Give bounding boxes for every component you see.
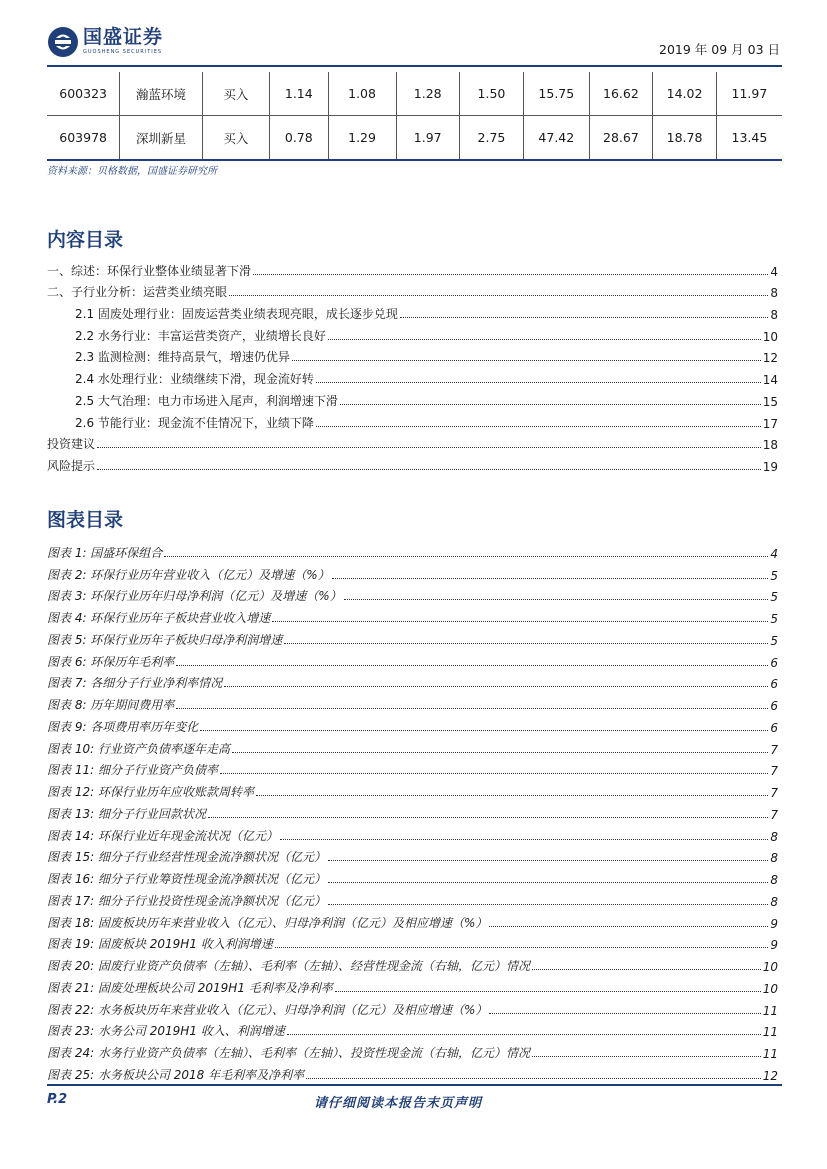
- brand-name-en: GUOSHENG SECURITIES: [83, 49, 163, 55]
- toc-leader: [287, 1034, 761, 1035]
- toc-leader: [208, 817, 768, 818]
- toc-leader: [292, 360, 761, 361]
- figure-item-page: 11: [762, 1047, 778, 1061]
- page-header: [47, 22, 782, 66]
- toc-leader: [344, 599, 769, 600]
- figure-item[interactable]: [47, 931, 778, 953]
- toc-leader: [328, 860, 768, 861]
- toc-item[interactable]: [47, 322, 778, 344]
- figure-item[interactable]: [47, 844, 778, 866]
- toc-item[interactable]: [47, 452, 778, 474]
- figure-item[interactable]: [47, 735, 778, 757]
- figure-item-label: 图表 24: 水务行业资产负债率（左轴）、毛利率（左轴）、投资性现金流（右轴，亿元）情况: [47, 1046, 530, 1060]
- figure-item-page: 5: [770, 633, 778, 648]
- toc-item[interactable]: [47, 279, 778, 301]
- footer-divider: [47, 1084, 782, 1086]
- eps-value: 1.28: [396, 72, 459, 116]
- toc-leader: [328, 339, 761, 340]
- brand-name: 国盛证券: [83, 26, 164, 48]
- toc-leader: [316, 382, 761, 383]
- toc-leader: [306, 1078, 761, 1079]
- toc-leader: [532, 1056, 761, 1057]
- figure-item[interactable]: [47, 648, 778, 670]
- toc-leader: [328, 882, 768, 883]
- figure-item[interactable]: [47, 996, 778, 1018]
- figure-item-page: 4: [770, 546, 778, 561]
- toc-item[interactable]: [47, 257, 778, 279]
- disclaimer-note: 请仔细阅读本报告末页声明: [314, 1096, 483, 1111]
- figure-item-page: 5: [770, 612, 778, 626]
- figure-item-page: 10: [762, 960, 778, 974]
- figure-item[interactable]: [47, 974, 778, 996]
- figure-item[interactable]: [47, 952, 778, 974]
- toc-item-page: 18: [762, 438, 778, 453]
- pe-value: 14.02: [653, 72, 717, 116]
- stock-rating: 买入: [202, 116, 269, 161]
- toc-leader: [489, 1013, 760, 1014]
- figure-item-page: 9: [770, 916, 778, 931]
- toc-item-page: 4: [770, 264, 778, 279]
- figure-item[interactable]: [47, 1018, 778, 1040]
- figure-item-label: 图表 7: 各细分子行业净利率情况: [47, 676, 223, 691]
- figure-item-label: 图表 21: 固废处理板块公司 2019H1 毛利率及净利率: [47, 980, 333, 995]
- toc-leader: [176, 708, 768, 709]
- toc-item[interactable]: [47, 300, 778, 322]
- eps-value: 1.08: [328, 72, 396, 116]
- figure-item[interactable]: [47, 778, 778, 800]
- figure-item-label: 图表 10: 行业资产负债率逐年走高: [47, 741, 230, 756]
- table-row: [47, 116, 782, 161]
- toc-item[interactable]: [47, 431, 778, 453]
- toc-item-label: 2.6 节能行业：现金流不佳情况下，业绩下降: [75, 415, 314, 430]
- toc-item[interactable]: [47, 365, 778, 387]
- toc-leader: [280, 839, 768, 840]
- figure-item[interactable]: [47, 713, 778, 735]
- figure-item[interactable]: [47, 691, 778, 713]
- report-date: 2019 年 09 月 03 日: [659, 42, 780, 57]
- stock-code: 603978: [47, 116, 120, 161]
- toc-item-label: 一、综述：环保行业整体业绩显著下滑: [47, 263, 252, 278]
- toc-leader: [232, 752, 768, 753]
- figure-item-page: 9: [770, 938, 778, 953]
- figure-item[interactable]: [47, 822, 778, 844]
- toc-leader: [400, 317, 768, 318]
- figure-item-page: 8: [770, 851, 778, 866]
- figure-item-label: 图表 12: 环保行业历年应收账款周转率: [47, 785, 254, 799]
- toc-leader: [253, 274, 768, 275]
- table-source-note: 资料来源：贝格数据，国盛证券研究所: [47, 166, 217, 177]
- figure-item-page: 6: [770, 720, 778, 735]
- toc-item-label: 2.3 监测检测：维持高景气，增速仍优异: [75, 350, 290, 365]
- figure-item[interactable]: [47, 1061, 778, 1083]
- figure-item[interactable]: [47, 1039, 778, 1061]
- header-divider: [47, 65, 782, 67]
- figure-item[interactable]: [47, 800, 778, 822]
- toc-item-page: 8: [770, 286, 778, 301]
- pe-value: 18.78: [653, 116, 717, 161]
- toc-item-label: 2.5 大气治理：电力市场进入尾声，利润增速下滑: [75, 393, 338, 408]
- toc-item-label: 2.1 固废处理行业：固废运营类业绩表现亮眼，成长逐步兑现: [75, 307, 398, 322]
- stock-table: [47, 72, 782, 161]
- pe-value: 15.75: [524, 72, 590, 116]
- figure-item-label: 图表 25: 水务板块公司 2018 年毛利率及净利率: [47, 1067, 305, 1082]
- toc-leader: [256, 795, 768, 796]
- toc-item[interactable]: [47, 344, 778, 366]
- figure-item-page: 7: [770, 807, 778, 822]
- toc-leader: [340, 404, 761, 405]
- guosheng-logo-icon: [47, 26, 79, 58]
- eps-value: 0.78: [270, 116, 329, 161]
- figure-item[interactable]: [47, 583, 778, 605]
- stock-name: 瀚蓝环境: [120, 72, 203, 116]
- figure-item-label: 图表 18: 固废板块历年来营业收入（亿元）、归母净利润（亿元）及相应增速（%）: [47, 915, 488, 930]
- figure-item-label: 图表 15: 细分子行业经营性现金流净额状况（亿元）: [47, 850, 326, 865]
- figure-item-page: 5: [770, 590, 778, 605]
- table-row: [47, 72, 782, 116]
- eps-value: 1.29: [328, 116, 396, 161]
- eps-value: 1.97: [396, 116, 459, 161]
- figure-item-label: 图表 9: 各项费用率历年变化: [47, 719, 199, 734]
- figure-item-page: 8: [770, 873, 778, 887]
- toc-leader: [532, 969, 761, 970]
- figure-item-label: 图表 1: 国盛环保组合: [47, 545, 163, 560]
- eps-value: 2.75: [459, 116, 523, 161]
- figure-item-label: 图表 4: 环保行业历年子板块营业收入增速: [47, 611, 271, 625]
- toc-leader: [220, 773, 768, 774]
- contents-list: [47, 257, 778, 474]
- toc-item-page: 12: [762, 351, 778, 366]
- toc-item-page: 10: [762, 329, 778, 344]
- figure-item-label: 图表 17: 细分子行业投资性现金流净额状况（亿元）: [47, 893, 326, 908]
- eps-value: 1.14: [270, 72, 329, 116]
- figure-item-label: 图表 6: 环保历年毛利率: [47, 654, 175, 669]
- toc-leader: [224, 686, 768, 687]
- toc-leader: [164, 556, 768, 557]
- figure-item-page: 6: [770, 655, 778, 670]
- figure-item-label: 图表 8: 历年期间费用率: [47, 698, 175, 712]
- toc-item[interactable]: [47, 387, 778, 409]
- toc-item-label: 二、子行业分析：运营类业绩亮眼: [47, 285, 228, 300]
- stock-code: 600323: [47, 72, 120, 116]
- figure-item[interactable]: [47, 887, 778, 909]
- toc-leader: [272, 621, 768, 622]
- figure-item[interactable]: [47, 539, 778, 561]
- toc-leader: [176, 665, 768, 666]
- toc-leader: [229, 295, 768, 296]
- toc-leader: [316, 426, 761, 427]
- figure-item-label: 图表 2: 环保行业历年营业收入（亿元）及增速（%）: [47, 567, 330, 582]
- figures-list: [47, 539, 778, 1083]
- figure-item[interactable]: [47, 670, 778, 692]
- toc-item-page: 15: [762, 394, 778, 409]
- toc-item-label: 2.4 水处理行业：业绩继续下滑，现金流好转: [75, 372, 314, 387]
- toc-item-label: 2.2 水务行业：丰富运营类资产，业绩增长良好: [75, 328, 326, 343]
- toc-leader: [200, 730, 768, 731]
- toc-leader: [97, 447, 761, 448]
- figure-item-label: 图表 3: 环保行业历年归母净利润（亿元）及增速（%）: [47, 589, 342, 604]
- figures-title: 图表目录: [47, 509, 124, 531]
- figure-item-label: 图表 11: 细分子行业资产负债率: [47, 763, 218, 778]
- figure-item-page: 6: [770, 699, 778, 713]
- figure-item-label: 图表 23: 水务公司 2019H1 收入、利润增速: [47, 1024, 285, 1039]
- figure-item-label: 图表 14: 环保行业近年现金流状况（亿元）: [47, 828, 278, 843]
- figure-item-page: 11: [762, 1003, 778, 1018]
- stock-name: 深圳新星: [120, 116, 203, 161]
- figure-item-page: 8: [770, 894, 778, 909]
- toc-leader: [284, 643, 768, 644]
- eps-value: 1.50: [459, 72, 523, 116]
- figure-item-page: 6: [770, 677, 778, 692]
- figure-item-page: 5: [770, 568, 778, 583]
- figure-item-page: 7: [770, 764, 778, 779]
- toc-item-label: 投资建议: [47, 437, 96, 452]
- pe-value: 28.67: [589, 116, 653, 161]
- figure-item[interactable]: [47, 604, 778, 626]
- figure-item-page: 7: [770, 742, 778, 757]
- figure-item-label: 图表 16: 细分子行业筹资性现金流净额状况（亿元）: [47, 872, 326, 886]
- toc-leader: [275, 947, 769, 948]
- pe-value: 11.97: [731, 86, 768, 101]
- figure-item-page: 11: [762, 1025, 778, 1040]
- figure-item-page: 10: [762, 981, 778, 996]
- figure-item[interactable]: [47, 865, 778, 887]
- figure-item[interactable]: [47, 909, 778, 931]
- stock-rating: 买入: [202, 72, 269, 116]
- contents-title: 内容目录: [47, 229, 124, 251]
- toc-leader: [97, 469, 761, 470]
- figure-item-page: 7: [770, 786, 778, 800]
- toc-leader: [335, 991, 761, 992]
- pe-value: 16.62: [589, 72, 653, 116]
- pe-value: 13.45: [731, 130, 768, 145]
- figure-item-page: 12: [762, 1068, 778, 1083]
- toc-item-label: 风险提示: [47, 458, 96, 473]
- toc-item-page: 19: [762, 459, 778, 474]
- figure-item-label: 图表 13: 细分子行业回款状况: [47, 806, 206, 821]
- page-number: P.2: [47, 1092, 68, 1107]
- toc-leader: [489, 926, 768, 927]
- pe-value: 47.42: [524, 116, 590, 161]
- figure-item-page: 8: [770, 829, 778, 844]
- toc-item-page: 14: [762, 373, 778, 388]
- figure-item[interactable]: [47, 561, 778, 583]
- toc-leader: [328, 904, 768, 905]
- toc-item[interactable]: [47, 409, 778, 431]
- figure-item-label: 图表 19: 固废板块 2019H1 收入利润增速: [47, 937, 273, 952]
- toc-leader: [332, 578, 769, 579]
- toc-item-page: 17: [762, 416, 778, 431]
- figure-item-label: 图表 20: 固废行业资产负债率（左轴）、毛利率（左轴）、经营性现金流（右轴，亿元）情况: [47, 959, 530, 973]
- figure-item[interactable]: [47, 626, 778, 648]
- toc-item-page: 8: [770, 308, 778, 323]
- figure-item-label: 图表 5: 环保行业历年子板块归母净利润增速: [47, 632, 283, 647]
- figure-item-label: 图表 22: 水务板块历年来营业收入（亿元）、归母净利润（亿元）及相应增速（%）: [47, 1002, 488, 1017]
- figure-item[interactable]: [47, 757, 778, 779]
